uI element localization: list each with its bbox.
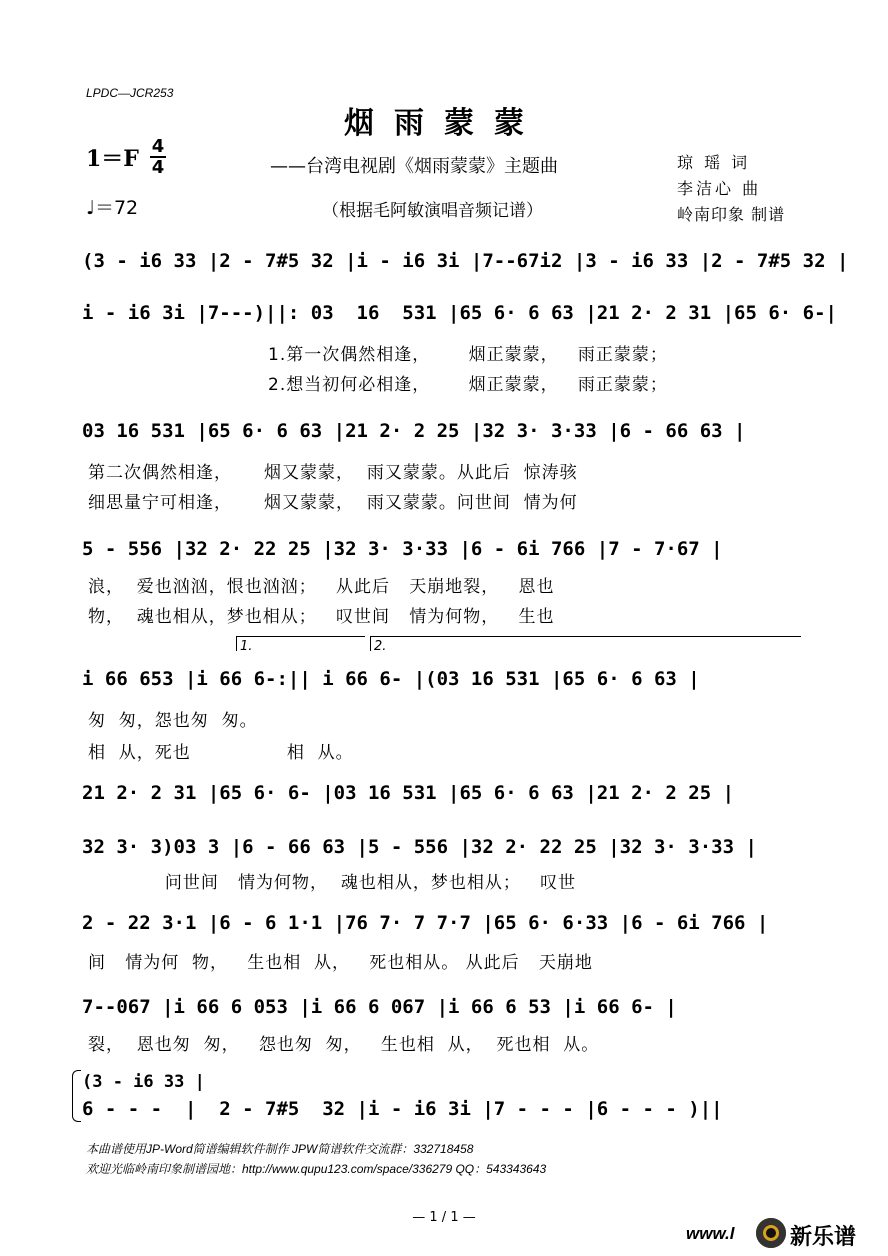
score-line-2: i - i6 3i |7---)||: 03 16 531 |65 6· 6 63 |21 2· 2 31 |65 6· 6-| (82, 302, 837, 324)
volta-1-label: 1. (240, 639, 253, 654)
lyric-line-4b: 物， 魂也相从，梦也相从； 叹世间 情为何物， 生也 (88, 607, 555, 627)
watermark-brand: 新乐谱 (790, 1225, 857, 1250)
footer-line-2: 欢迎光临岭南印象制谱园地：http://www.qupu123.com/space/336279 QQ：543343643 (86, 1162, 547, 1176)
page-number: — 1 / 1 — (412, 1210, 476, 1225)
score-brace (72, 1070, 81, 1122)
tempo-marking: ♩＝72 (86, 197, 139, 219)
record-disc-icon (756, 1218, 786, 1248)
lyric-line-3a: 第二次偶然相逢， 烟又蒙蒙， 雨又蒙蒙。从此后 惊涛骇 (88, 463, 578, 483)
time-top: 4 (151, 136, 165, 157)
lyric-line-2b: 2.想当初何必相逢， 烟正蒙蒙， 雨正蒙蒙； (268, 375, 668, 395)
lyric-line-8: 间 情为何 物， 生也相 从， 死也相从。 从此后 天崩地 (88, 953, 593, 973)
time-signature (150, 138, 166, 176)
source-note: （根据毛阿敏演唱音频记谱） (322, 201, 543, 221)
footer-line-1: 本曲谱使用JP-Word简谱编辑软件制作 JPW简谱软件交流群：332718458 (86, 1142, 474, 1156)
watermark-url: www.l (686, 1224, 735, 1243)
score-line-1: (3 - i6 33 |2 - 7#5 32 |i - i6 3i |7--67i2 |3 - i6 33 |2 - 7#5 32 | (82, 250, 849, 272)
volta-2 (370, 636, 801, 654)
lyric-line-3b: 细思量宁可相逢， 烟又蒙蒙， 雨又蒙蒙。问世间 情为何 (88, 493, 578, 513)
score-line-3: 03 16 531 |65 6· 6 63 |21 2· 2 25 |32 3· 3·33 |6 - 66 63 | (82, 420, 746, 442)
lyric-line-5a: 匆 匆，怨也匆 匆。 (88, 711, 258, 731)
score-line-10b: 6 - - - | 2 - 7#5 32 |i - i6 3i |7 - - - |6 - - - )|| (82, 1098, 723, 1120)
lyric-line-7: 问世间 情为何物， 魂也相从，梦也相从； 叹世 (88, 873, 577, 893)
lyricist-credit: 琼 瑶 词 (677, 153, 751, 172)
song-title: 烟雨蒙蒙 (344, 106, 544, 141)
time-bottom: 4 (151, 157, 165, 178)
volta-1 (236, 636, 365, 654)
composer-credit: 李洁心 曲 (677, 179, 762, 198)
score-line-5: i 66 653 |i 66 6-:|| i 66 6- |(03 16 531 |65 6· 6 63 | (82, 668, 700, 690)
score-line-9: 7--067 |i 66 6 053 |i 66 6 067 |i 66 6 53 |i 66 6- | (82, 996, 677, 1018)
volta-2-label: 2. (374, 639, 387, 654)
lyric-line-5b: 相 从，死也 相 从。 (88, 743, 354, 763)
lyric-line-9: 裂， 恩也匆 匆， 怨也匆 匆， 生也相 从， 死也相 从。 (88, 1035, 600, 1055)
score-line-10a: (3 - i6 33 | (82, 1072, 205, 1092)
arranger-credit: 岭南印象 制谱 (677, 205, 786, 224)
subtitle: ——台湾电视剧《烟雨蒙蒙》主题曲 (270, 156, 558, 177)
score-line-7: 32 3· 3)03 3 |6 - 66 63 |5 - 556 |32 2· 22 25 |32 3· 3·33 | (82, 836, 757, 858)
score-line-4: 5 - 556 |32 2· 22 25 |32 3· 3·33 |6 - 6i 766 |7 - 7·67 | (82, 538, 723, 560)
score-line-6: 21 2· 2 31 |65 6· 6- |03 16 531 |65 6· 6 63 |21 2· 2 25 | (82, 782, 735, 804)
lyric-line-4a: 浪， 爱也汹汹，恨也汹汹； 从此后 天崩地裂， 恩也 (88, 577, 555, 597)
score-code: LPDC—JCR253 (86, 86, 174, 100)
lyric-line-2a: 1.第一次偶然相逢， 烟正蒙蒙， 雨正蒙蒙； (268, 345, 668, 365)
key-signature: 1＝F (86, 146, 139, 172)
score-line-8: 2 - 22 3·1 |6 - 6 1·1 |76 7· 7 7·7 |65 6· 6·33 |6 - 6i 766 | (82, 912, 769, 934)
